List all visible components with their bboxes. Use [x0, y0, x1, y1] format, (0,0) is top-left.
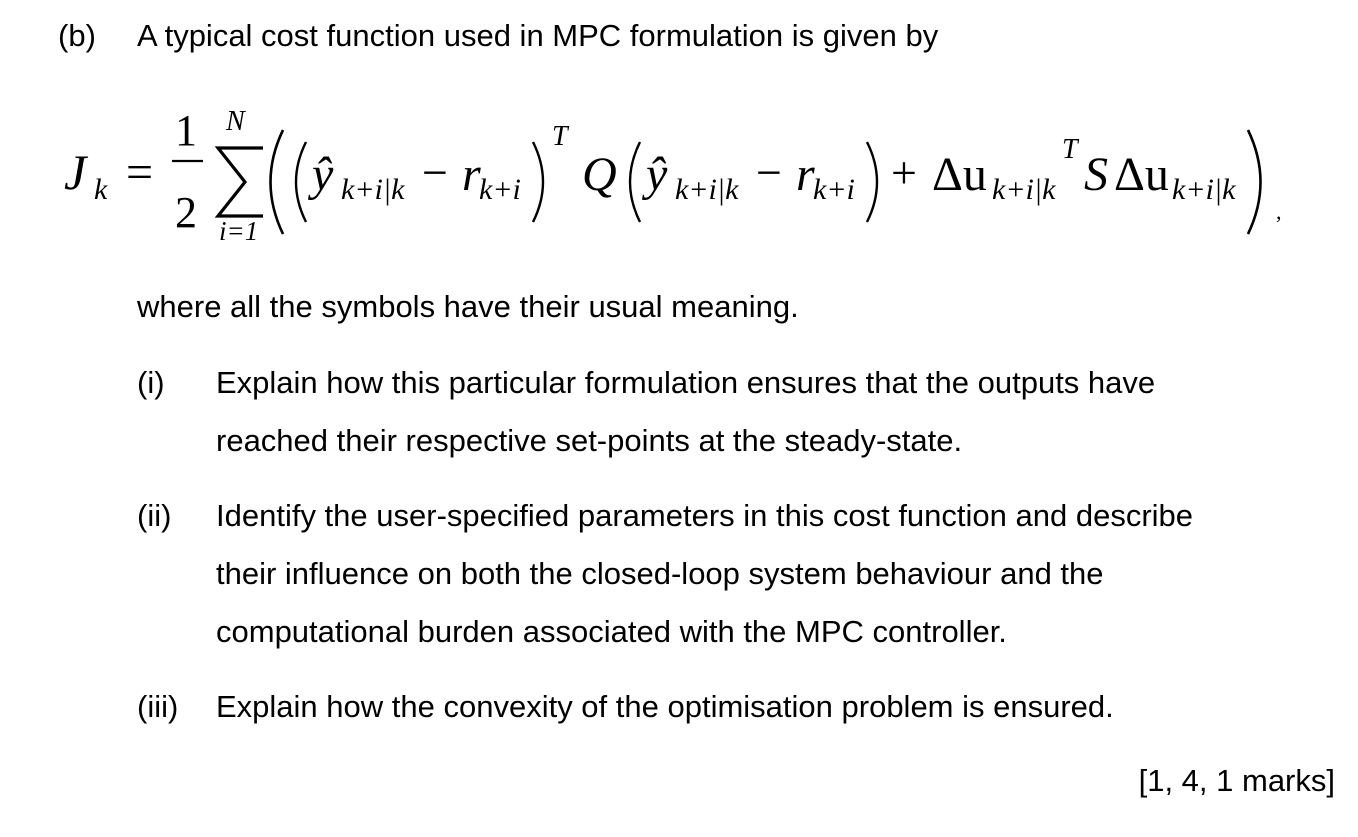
outer-close-paren-icon — [1248, 130, 1261, 234]
part-label: (b) — [58, 18, 96, 53]
subquestion-ii-line-1: Identify the user-specified parameters in this cost function and describe — [216, 498, 1194, 533]
open-paren-icon — [296, 142, 306, 222]
eq-yhat-subscript: k+i|k — [675, 173, 739, 206]
eq-sum-lower-limit: i=1 — [219, 216, 259, 246]
eq-sum-upper-limit: N — [226, 106, 245, 137]
subquestion-iii-line-1: Explain how the convexity of the optimisation problem is ensured. — [216, 689, 1114, 724]
eq-reference-subscript: k+i — [479, 173, 521, 206]
subquestion-ii-label: (ii) — [137, 498, 172, 533]
cost-function-equation — [0, 0, 1358, 260]
subquestion-iii-label: (iii) — [137, 689, 179, 724]
part-intro-text: A typical cost function used in MPC formulation is given by — [137, 18, 939, 53]
close-paren-icon — [533, 142, 543, 222]
eq-transpose-T: T — [1062, 134, 1078, 165]
subquestion-i-line-1: Explain how this particular formulation ensures that the outputs have — [216, 365, 1156, 400]
eq-equals-sign: = — [126, 146, 154, 199]
eq-yhat-subscript: k+i|k — [341, 173, 405, 206]
eq-lhs-J: J — [64, 144, 87, 200]
subquestion-i-line-2: reached their respective set-points at the steady-state. — [216, 423, 963, 458]
subquestion-ii-line-2: their influence on both the closed-loop system behaviour and the — [216, 556, 1104, 591]
eq-weight-S: S — [1084, 148, 1108, 201]
eq-fraction-denominator: 2 — [175, 188, 197, 237]
eq-minus-sign: − — [422, 147, 448, 198]
eq-reference-r: r — [796, 148, 815, 201]
eq-lhs-subscript: k — [94, 173, 108, 206]
eq-delta-u: Δu — [1114, 148, 1169, 201]
eq-fraction-numerator: 1 — [175, 106, 197, 155]
eq-plus-sign: + — [891, 147, 917, 198]
eq-yhat: ŷ — [312, 148, 334, 201]
eq-delta-u-subscript: k+i|k — [1172, 173, 1236, 206]
eq-reference-subscript: k+i — [813, 173, 855, 206]
eq-reference-r: r — [462, 148, 481, 201]
marks-allocation: [1, 4, 1 marks] — [1138, 763, 1335, 798]
eq-yhat: ŷ — [646, 148, 668, 201]
eq-transpose-T: T — [552, 121, 568, 152]
subquestion-i-label: (i) — [137, 365, 165, 400]
subquestion-ii-line-3: computational burden associated with the MPC controller. — [216, 614, 1007, 649]
eq-delta-u-subscript: k+i|k — [992, 173, 1056, 206]
eq-delta-u: Δu — [932, 148, 987, 201]
where-text: where all the symbols have their usual meaning. — [137, 289, 799, 324]
outer-open-paren-icon — [271, 130, 284, 234]
eq-trailing-comma: , — [1276, 199, 1282, 224]
close-paren-icon — [867, 142, 877, 222]
sum-sign-icon — [218, 148, 263, 216]
open-paren-icon — [630, 142, 640, 222]
eq-minus-sign: − — [756, 147, 782, 198]
eq-weight-Q: Q — [582, 148, 617, 201]
